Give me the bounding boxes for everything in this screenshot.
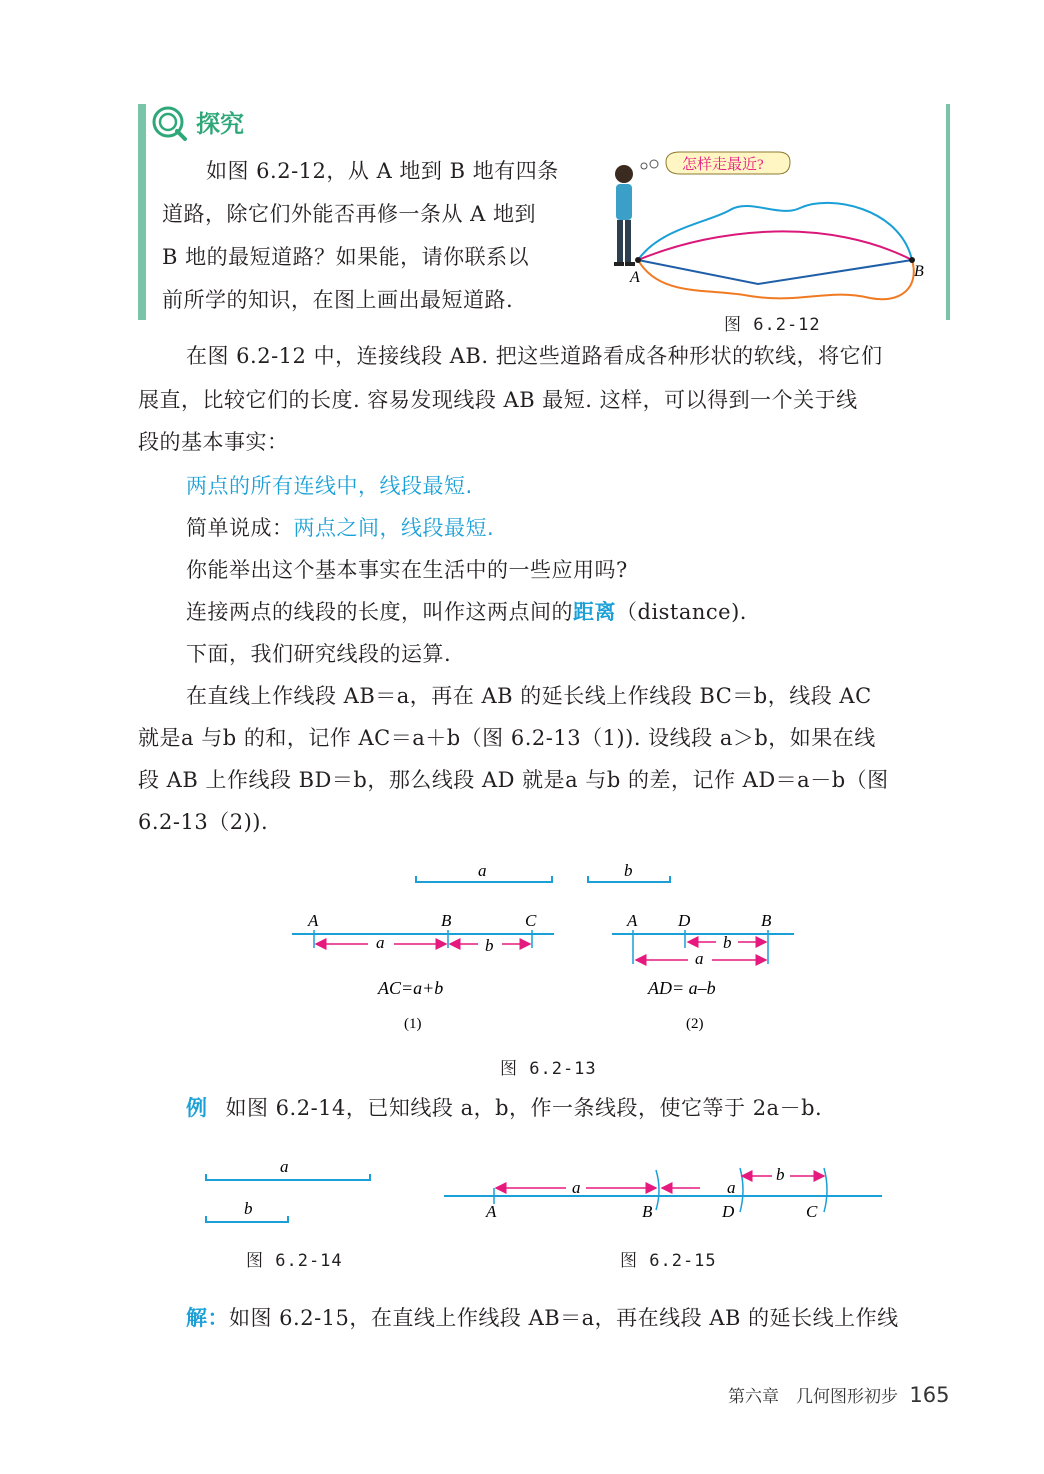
footer bbox=[728, 1380, 950, 1412]
example-label: 例 bbox=[186, 1096, 208, 1120]
label-a: a bbox=[727, 1178, 736, 1197]
label-a: a bbox=[572, 1178, 581, 1197]
explore-side-bar bbox=[138, 104, 146, 320]
label-A: A bbox=[627, 911, 638, 930]
label-A: A bbox=[308, 911, 319, 930]
seg-a-label: a bbox=[280, 1157, 289, 1176]
thought-dot bbox=[650, 160, 658, 168]
figure-6-2-12 bbox=[600, 148, 940, 308]
figure-caption: 图 6.2-14 bbox=[246, 1251, 343, 1271]
solution-text: 如图 6.2-15，在直线上作线段 AB＝a，再在线段 AB 的延长线上作线 bbox=[229, 1306, 899, 1330]
solution-line bbox=[186, 1298, 899, 1338]
figure-caption: 图 6.2-12 bbox=[724, 315, 821, 335]
panel-1 bbox=[292, 911, 554, 1032]
label-B: B bbox=[642, 1202, 653, 1221]
simple-statement bbox=[186, 508, 494, 548]
simple-fact: 两点之间，线段最短. bbox=[293, 516, 495, 540]
simple-prefix: 简单说成： bbox=[186, 516, 294, 540]
given-segment-a bbox=[416, 861, 552, 883]
seg-b-label: b bbox=[624, 861, 633, 880]
paragraph-line: 在直线上作线段 AB＝a，再在 AB 的延长线上作线段 BC＝b，线段 AC bbox=[186, 684, 872, 708]
explore-title: 探究 bbox=[196, 110, 244, 138]
formula-2: AD= a–b bbox=[648, 978, 716, 998]
point-a-dot bbox=[635, 257, 641, 263]
seg-b-label: b bbox=[244, 1199, 253, 1218]
label-B: B bbox=[761, 911, 772, 930]
example-line bbox=[186, 1088, 822, 1128]
figure-caption: 图 6.2-15 bbox=[620, 1251, 717, 1271]
explore-line: B 地的最短道路？如果能，请你联系以 bbox=[162, 245, 530, 269]
label-D: D bbox=[722, 1202, 735, 1221]
distance-prefix: 连接两点的线段的长度，叫作这两点间的 bbox=[186, 600, 573, 624]
label-A: A bbox=[486, 1202, 497, 1221]
figure-caption: 图 6.2-13 bbox=[500, 1059, 597, 1079]
distance-definition bbox=[186, 592, 747, 632]
question-line: 你能举出这个基本事实在生活中的一些应用吗? bbox=[186, 558, 628, 582]
paragraph-line: 展直，比较它们的长度. 容易发现线段 AB 最短. 这样，可以得到一个关于线 bbox=[138, 388, 858, 412]
figure-6-2-14 bbox=[196, 1150, 386, 1230]
bubble-text: 怎样走最近? bbox=[682, 157, 764, 173]
explore-text bbox=[162, 150, 592, 322]
point-a-label: A bbox=[630, 269, 640, 286]
next-line: 下面，我们研究线段的运算. bbox=[186, 642, 452, 666]
distance-suffix: （distance). bbox=[616, 600, 747, 624]
paragraph-line: 段的基本事实： bbox=[138, 430, 289, 454]
panel-label-2: (2) bbox=[686, 1016, 704, 1032]
label-b: b bbox=[776, 1165, 785, 1184]
label-a: a bbox=[695, 949, 704, 968]
paragraph-line: 就是a 与b 的和，记作 AC＝a＋b（图 6.2-13（1)). 设线段 a＞b，如果在线 bbox=[138, 726, 876, 750]
label-b: b bbox=[485, 936, 494, 955]
label-D: D bbox=[678, 911, 691, 930]
label-C: C bbox=[806, 1202, 818, 1221]
given-segment-b bbox=[588, 861, 670, 883]
thought-dot bbox=[641, 163, 647, 169]
person-illustration bbox=[614, 165, 635, 266]
road-blue bbox=[638, 260, 912, 284]
explore-line: 前所学的知识，在图上画出最短道路. bbox=[162, 288, 514, 312]
paragraph-line: 在图 6.2-12 中，连接线段 AB. 把这些道路看成各种形状的软线，将它们 bbox=[186, 344, 883, 368]
label-a: a bbox=[376, 933, 385, 952]
panel-2 bbox=[612, 911, 794, 1032]
example-text: 如图 6.2-14，已知线段 a，b，作一条线段，使它等于 2a－b. bbox=[225, 1096, 823, 1120]
panel-label-1: (1) bbox=[404, 1016, 422, 1032]
explore-line: 如图 6.2-12，从 A 地到 B 地有四条 bbox=[206, 159, 559, 183]
point-b-label: B bbox=[914, 263, 924, 280]
label-b: b bbox=[723, 933, 732, 952]
formula-1: AC=a+b bbox=[378, 978, 444, 998]
chapter-title: 第六章 几何图形初步 bbox=[728, 1387, 898, 1407]
distance-term: 距离 bbox=[573, 600, 616, 624]
road-magenta bbox=[638, 231, 912, 260]
label-C: C bbox=[525, 911, 537, 930]
solution-label: 解： bbox=[186, 1306, 229, 1330]
paragraph-line: 段 AB 上作线段 BD＝b，那么线段 AD 就是a 与b 的差，记作 AD＝a－b（图 bbox=[138, 768, 889, 792]
figure-6-2-13 bbox=[280, 856, 820, 1036]
explore-side-bar-right bbox=[946, 104, 950, 320]
explore-magnifier-icon bbox=[150, 104, 190, 144]
label-B: B bbox=[441, 911, 452, 930]
paragraph-line: 6.2-13（2)). bbox=[138, 810, 269, 834]
basic-fact: 两点的所有连线中，线段最短. bbox=[186, 474, 473, 498]
page-number: 165 bbox=[909, 1383, 950, 1407]
seg-a-label: a bbox=[478, 861, 487, 880]
figure-6-2-15 bbox=[440, 1160, 890, 1224]
explore-line: 道路，除它们外能否再修一条从 A 地到 bbox=[162, 202, 537, 226]
